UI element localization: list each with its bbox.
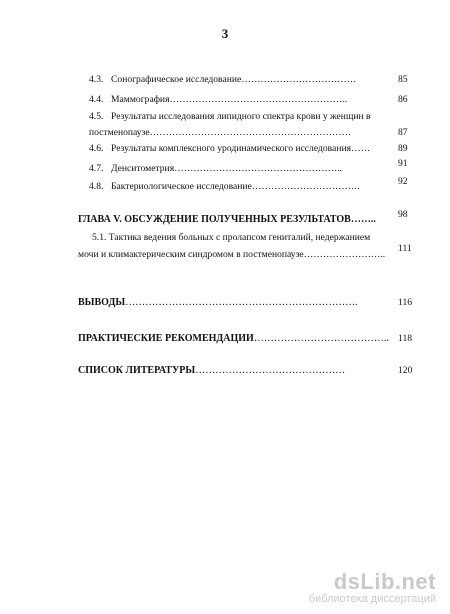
toc-page-number: 85 — [398, 74, 408, 85]
toc-references-title: СПИСОК ЛИТЕРАТУРЫ — [78, 365, 196, 376]
page-number: 3 — [221, 26, 229, 41]
toc-leader: ……………………………………………………………. — [125, 297, 358, 308]
toc-page-number: 111 — [398, 243, 412, 254]
toc-entry-title: Результаты исследования липидного спектра крови у женщин в — [111, 111, 371, 122]
watermark — [309, 571, 436, 606]
toc-leader: ……………………………………… — [195, 365, 346, 376]
toc-entry-number: 4.7. — [89, 163, 104, 174]
toc-conclusions-title: ВЫВОДЫ — [78, 297, 126, 308]
toc-entry-4-7 — [89, 163, 342, 175]
toc-entry-title: Бактериологическое исследование — [111, 181, 252, 192]
toc-entry-5-1-cont: мочи и климактерическим синдромом в постменопаузе…………………….. — [78, 249, 386, 260]
watermark-subtitle: библиотека диссертаций — [308, 593, 436, 605]
toc-entry-title: Маммография — [111, 94, 170, 105]
toc-entry-4-5 — [89, 111, 371, 123]
toc-entry-4-4 — [89, 94, 347, 106]
toc-entry-title: Денситометрия — [111, 163, 175, 174]
toc-entry-number: 4.8. — [89, 181, 104, 192]
toc-chapter-5-title: ГЛАВА V. ОБСУЖДЕНИЕ ПОЛУЧЕННЫХ РЕЗУЛЬТАТОВ…….. — [78, 214, 376, 225]
toc-entry-number: 4.3. — [89, 74, 104, 85]
toc-recommendations — [78, 333, 389, 345]
toc-entry-number: 4.6. — [89, 143, 104, 154]
toc-entry-number: 4.5. — [89, 111, 104, 122]
toc-entry-number: 4.4. — [89, 94, 104, 105]
toc-entry-title: постменопаузе — [89, 127, 150, 138]
toc-page-number: 116 — [398, 297, 413, 308]
toc-recommendations-title: ПРАКТИЧЕСКИЕ РЕКОМЕНДАЦИИ — [78, 333, 254, 344]
toc-page-number: 118 — [398, 333, 413, 344]
toc-leader: …… — [351, 143, 371, 154]
toc-references — [78, 365, 345, 377]
toc-entry-title: Результаты комплексного уродинамического исследования — [111, 143, 352, 154]
toc-page-number: 86 — [398, 94, 408, 105]
toc-page-number: 120 — [398, 365, 413, 376]
watermark-logo: dsLib.net — [333, 569, 436, 594]
toc-conclusions — [78, 297, 358, 309]
toc-entry-4-3 — [89, 74, 356, 86]
toc-entry-5-1: 5.1. Тактика ведения больных с пролапсом гениталий, недержанием — [92, 232, 371, 243]
toc-page-number: 87 — [398, 127, 408, 138]
toc-entry-4-6 — [89, 143, 370, 155]
toc-page-number: 89 — [398, 143, 408, 154]
toc-entry-title: Сонографическое исследование — [111, 74, 242, 85]
toc-leader: ……………………………. — [251, 181, 360, 192]
toc-page-number: 98 — [398, 209, 408, 220]
toc-leader: ……………………………… — [241, 74, 357, 85]
toc-entry-4-8 — [89, 181, 360, 193]
toc-leader: ………………………………….. — [253, 333, 389, 344]
toc-page-number: 91 — [398, 158, 408, 169]
toc-leader: ……………………………………………………… — [149, 127, 352, 138]
toc-entry-4-5-cont — [89, 127, 351, 139]
toc-page-number: 92 — [398, 176, 408, 187]
toc-leader: …………………………………………….. — [174, 163, 342, 174]
toc-leader: ……………………………………………….. — [169, 94, 347, 105]
